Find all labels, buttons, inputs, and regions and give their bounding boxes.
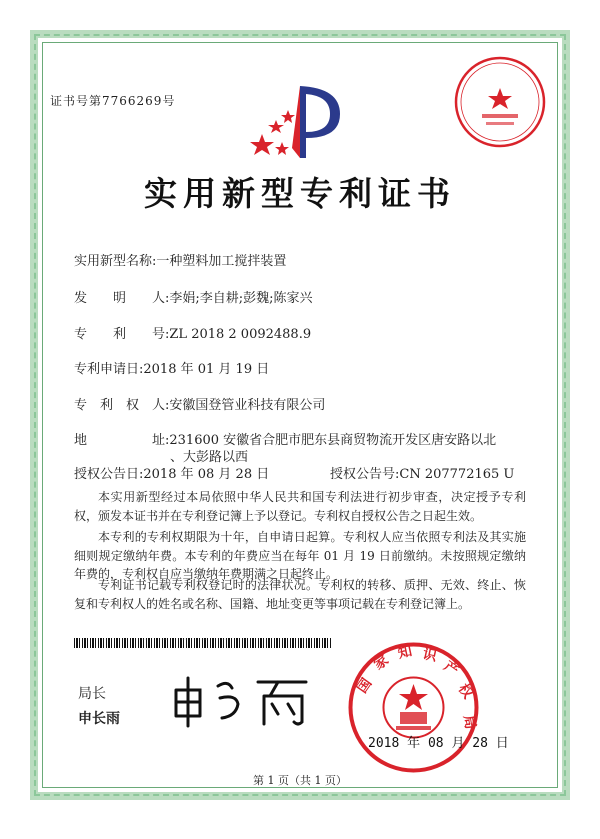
field-patent-number	[74, 323, 311, 342]
field-grant-number	[330, 463, 514, 482]
field-label: 实用新型名称:	[74, 254, 157, 269]
chief-name: 申长雨	[78, 711, 120, 727]
paragraph-grant: 本实用新型经过本局依照中华人民共和国专利法进行初步审查，决定授予专利权，颁发本证书并在专利登记簿上予以登记。专利权自授权公告之日起生效。	[74, 490, 526, 523]
svg-text:家: 家	[371, 652, 392, 674]
svg-text:产: 产	[440, 658, 462, 680]
svg-text:知: 知	[396, 643, 414, 662]
field-label: 发 明 人:	[74, 291, 170, 306]
handwritten-signature	[166, 672, 316, 728]
tax-seal-icon	[452, 54, 548, 150]
field-label: 专 利 号:	[74, 327, 170, 342]
certificate-number: 证书号第7766269号	[50, 94, 176, 108]
field-inventors	[74, 287, 313, 306]
field-value: 安徽国登管业科技有限公司	[169, 398, 326, 413]
field-label: 专利申请日:	[74, 362, 144, 377]
page-number: 第 1 页（共 1 页）	[253, 774, 347, 787]
field-value: 李娟;李自耕;彭魏;陈家兴	[169, 291, 313, 306]
field-value: 一种塑料加工搅拌装置	[156, 254, 287, 269]
field-address	[74, 429, 496, 448]
patent-office-logo-icon	[244, 82, 354, 162]
field-value: ZL 2018 2 0092488.9	[169, 327, 312, 342]
barcode	[74, 638, 332, 648]
field-value: 231600 安徽省合肥市肥东县商贸物流开发区唐安路以北	[169, 433, 497, 448]
paragraph-legal-status: 专利证书记载专利权登记时的法律状况。专利权的转移、质押、无效、终止、恢复和专利权人的姓名或名称、国籍、地址变更等事项记载在专利登记簿上。	[74, 578, 526, 611]
field-grant-date	[74, 463, 269, 482]
svg-text:权: 权	[454, 681, 476, 702]
svg-text:局: 局	[460, 713, 479, 731]
field-patentee	[74, 394, 325, 413]
field-value: 2018 年 08 月 28 日	[143, 467, 270, 482]
field-label: 地 址:	[74, 433, 170, 448]
field-utility-model-name	[74, 250, 286, 269]
field-application-date	[74, 358, 269, 377]
cnipa-seal-icon	[346, 640, 481, 775]
paragraph-term: 本专利的专利权期限为十年，自申请日起算。专利权人应当依照专利法及其实施细则规定缴纳年费。本专利的年费应当在每年 01 月 19 日前缴纳。未按照规定缴纳年费的，专利权自应当缴纳年费期满之日起终止。	[74, 530, 526, 581]
certificate-title: 实用新型专利证书	[144, 174, 456, 213]
field-label: 专 利 权 人:	[74, 398, 170, 413]
field-value: 、大彭路以西	[170, 450, 249, 465]
chief-title: 局长	[78, 686, 106, 702]
field-value: CN 207772165 U	[399, 467, 515, 482]
field-value: 2018 年 01 月 19 日	[143, 362, 270, 377]
svg-text:国: 国	[354, 675, 376, 697]
field-label: 授权公告日:	[74, 467, 144, 482]
field-label: 授权公告号:	[330, 467, 400, 482]
svg-text:识: 识	[421, 646, 439, 665]
seal-date: 2018 年 08 月 28 日	[368, 736, 509, 751]
